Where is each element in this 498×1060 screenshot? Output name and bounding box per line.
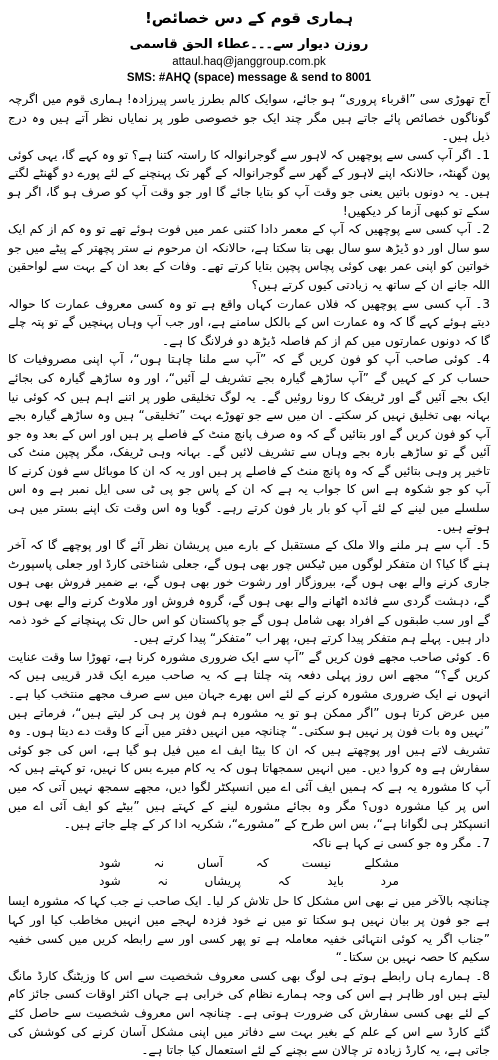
paragraph-3: 3۔ آپ کسی سے پوچھیں کہ فلاں عمارت کہاں واقع ہے تو وہ کسی معروف عمارت کا حوالہ دیتے ہوئے کہے گا کہ وہ عمارت اس کے بالکل سامنے ہے، اور جب آپ وہاں پہنچیں گے تو پتہ چلے گا کہ دونوں عمارتوں میں کم از کم فاصلہ ڈیڑھ دو فرلانگ کا ہے۔	[8, 296, 490, 348]
verse-word: نہ	[153, 856, 165, 871]
article-title: ہماری قوم کے دس خصائص!	[144, 9, 354, 27]
verse-line-2	[99, 872, 399, 890]
article-byline: روزن دیوار سے۔۔۔عطاء الحق قاسمی	[129, 37, 369, 52]
verse-word: مشکلے	[364, 856, 399, 871]
verse-line-1	[99, 854, 399, 872]
paragraph-1: 1۔ اگر آپ کسی سے پوچھیں کہ لاہور سے گوجرانوالہ کا راستہ کتنا ہے؟ تو وہ کہے گا، یہی کوئی پون گھنٹہ، حالانکہ اپنے لاہور کے گھر سے گوجرانوالہ کے گھر تک پہنچنے کے لئے پورے دو گھنٹے لگتے ہیں۔ یہ دونوں باتیں یعنی جو وقت آپ کو بتایا جائے گا اور جو وقت آپ کو صرف ہو گا، اگر ہو سکے تو کبھی آزما کر دیکھیں!	[8, 147, 490, 218]
sms-instructions: SMS: #AHQ (space) message & send to 8001	[126, 72, 372, 84]
persian-verse	[99, 854, 399, 890]
verse-word: شود	[99, 874, 121, 889]
verse-word: باید	[327, 874, 344, 889]
verse-word: کہ	[255, 856, 269, 871]
verse-word: کہ	[277, 874, 291, 889]
verse-word: پریشاں	[204, 874, 241, 889]
verse-word: مرد	[380, 874, 399, 889]
paragraph-7: 7۔ مگر وہ جو کسی نے کہا ہے ناکہ	[311, 835, 490, 850]
intro-paragraph: آج تھوڑی سی ”اقرباء پروری“ ہو جائے، سوایک کالم بطرز یاسر پیرزادہ! ہماری قوم میں اگرچہ گوناگوں خصائص پائے جاتے ہیں مگر چند ایک جو خصوصی طور پر نمایاں نظر آتے ہیں وہ درج ذیل ہیں۔	[8, 92, 490, 144]
verse-word: شود	[99, 856, 121, 871]
paragraph-8: 8۔ ہمارے ہاں رابطے ہوتے ہی لوگ بھی کسی معروف شخصیت سے اس کا وزیٹنگ کارڈ مانگ لیتے ہیں اور ظاہر ہے اس کی وجہ ہمارے نظام کی خرابی ہے جہاں اکثر اوقات کسی جائز کام کے لئے بھی کسی سفارش کی ضرورت ہوتی ہے۔ چنانچہ اس معروف شخصیت سے حاصل کئے گئے کارڈ سے اس کے علم کے بغیر بہت سے دفاتر میں اپنی مشکل آسان کرنے کی کوشش کی جاتی ہے، یہ کارڈ زیادہ تر چالان سے بچنے کے لئے استعمال کیا جاتا ہے۔	[8, 968, 490, 1058]
paragraph-2: 2۔ آپ کسی سے پوچھیں کہ آپ کے معمر دادا کتنی عمر میں فوت ہوئے تھے تو وہ کم از کم ایک سو سال اور دو ڈیڑھ سو سال بھی بتا سکتا ہے، حالانکہ ان مرحوم نے ستر پچھتر کے پیٹے میں جو خواتین کو اپنی عمر بھی کوئی پچاس پچپن بتایا کرتے تھے۔ وفات کے بعد ان کے بہت سے لواحقین اللہ جانے ان کے ساتھ یہ زیادتی کیوں کرتے ہیں؟	[8, 222, 490, 292]
paragraph-6: 6۔ کوئی صاحب مجھے فون کریں گے ”آپ سے ایک ضروری مشورہ کرنا ہے، تھوڑا سا وقت عنایت کریں گے؟“ مجھے اس روز پہلی دفعہ پتہ چلتا ہے کہ یہ صاحب میرے ایک قدر قریبی ہیں کہ انہوں نے ایک ضروری مشورہ کرنے کے لئے اس بھرے جہان میں سے صرف مجھے منتخب کیا ہے۔ میں عرض کرتا ہوں ”اگر ممکن ہو تو یہ مشورہ ہم فون پر ہی کر لیتے ہیں“، فرماتے ہیں ”نہیں وہ بات فون پر نہیں ہو سکتی۔“ چنانچہ میں انہیں دفتر میں آنے کا وقت دے دیتا ہوں۔ وہ تشریف لاتے ہیں اور پوچھتے ہیں کہ ان کا بیٹا ایف اے میں فیل ہو گیا ہے، اس کی جو کوئی سفارش ہے وہ کروا دیں۔ میں انہیں سمجھاتا ہوں کہ یہ کام میرے بس کا نہیں، تو کہتے ہیں کہ آپ کا مشورہ یہ ہے کہ ہمیں ایف آئی اے میں انسپکٹر لگوا دیں، مجھے سمجھ نہیں آتی کہ میں اس پر کیا مشورہ دوں؟ مگر وہ بجائے مشورہ لینے کے کہتے ہیں ”بیٹے کو ایف آئی اے میں انسپکٹر ہی لگوانا ہے“، بس اس طرح کے ”مشورے“، شکریہ ادا کر کے چلے جاتے ہیں۔	[8, 649, 490, 832]
paragraph-4: 4۔ کوئی صاحب آپ کو فون کریں گے کہ ”آپ سے ملنا چاہتا ہوں“، آپ اپنی مصروفیات کا حساب کر کے کہیں گے ”آپ ساڑھے گیارہ بجے تشریف لے آئیں“، اور وہ ساڑھے گیارہ کی بجائے ایک بجے آئیں گے اور ٹریفک کا رونا روئیں گے۔ یہ لوگ تخلیقی طور پر اتنے اہم ہیں کہ کوئی نیا بہانہ بھی تخلیق نہیں کر سکتے۔ ان میں سے جو تھوڑے بہت ”تخلیقی“ ہیں وہ ساڑھے گیارہ بجے آپ کو فون کریں گے اور بتائیں گے کہ وہ صرف پانچ منٹ کے فاصلے پر ہیں اور اس کے بعد وہ جو آئیں گے تو ساڑھے بارہ بجے وہاں سے تشریف لائیں گے۔ بہانہ وہی ٹریفک، مگر پچپن منٹ کی تاخیر پر وہی بتائیں گے کہ وہ پانچ منٹ کے فاصلے پر ہیں اور یہ کہ ان کا موبائل سے فون کرنے کا آپ کو جو شکوہ ہے اس کا جواب یہ ہے کہ ان کے پاس جو پی ٹی سی ایل نمبر ہے وہ اس سلسلے میں لینے کے لئے آپ کو بار بار فون کرتے رہے۔ گویا وہ اس وقت تک اپنے بستر میں ہی ہوتے ہیں۔	[8, 352, 490, 534]
paragraph-5: 5۔ آپ سے ہر ملنے والا ملک کے مستقبل کے بارے میں پریشان نظر آئے گا اور پوچھے گا کہ آخر ہنے گا کیا؟ ان متفکر لوگوں میں ٹیکس چور بھی ہوں گے، جعلی شناختی کارڈ اور جعلی پاسپورٹ جاری کرنے والے بھی ہوں گے، بیروزگار اور رشوت خور بھی ہوں گے، بے ضمیر فروش بھی ہوں گے، دہشت گردی سے فائدہ اٹھانے والے بھی ہوں گے، گروہ فروش اور ملاوٹ کرنے والے بھی ہوں گے اور سب طبقوں کے افراد بھی شامل ہوں گے جو پاکستان کو اس حال تک پہنچانے کے خود ذمہ دار ہیں۔ پہلے ہم متفکر پیدا کرتے ہیں، پھر اب ”متفکر“ پیدا کرتے ہیں۔	[8, 538, 490, 646]
author-email[interactable]: attaul.haq@janggroup.com.pk	[172, 56, 326, 68]
verse-word: آساں	[197, 856, 223, 871]
paragraph-7-resolution: چنانچہ بالآخر میں نے بھی اس مشکل کا حل تلاش کر لیا۔ ایک صاحب نے جب کہا کہ مشورہ ایسا ہے جو فون پر بیان نہیں ہو سکتا تو میں نے خود فزدہ لہجے میں انہیں مخاطب کیا اور کہا ”جناب اگر یہ کوئی انتہائی خفیہ معاملہ ہے تو پھر کسی اور سے رابطہ کریں میں کسی خفیہ سکیم کا حصہ نہیں بن سکتا۔“	[8, 894, 490, 965]
verse-word: نیست	[301, 856, 332, 871]
verse-word: نہ	[157, 874, 168, 889]
